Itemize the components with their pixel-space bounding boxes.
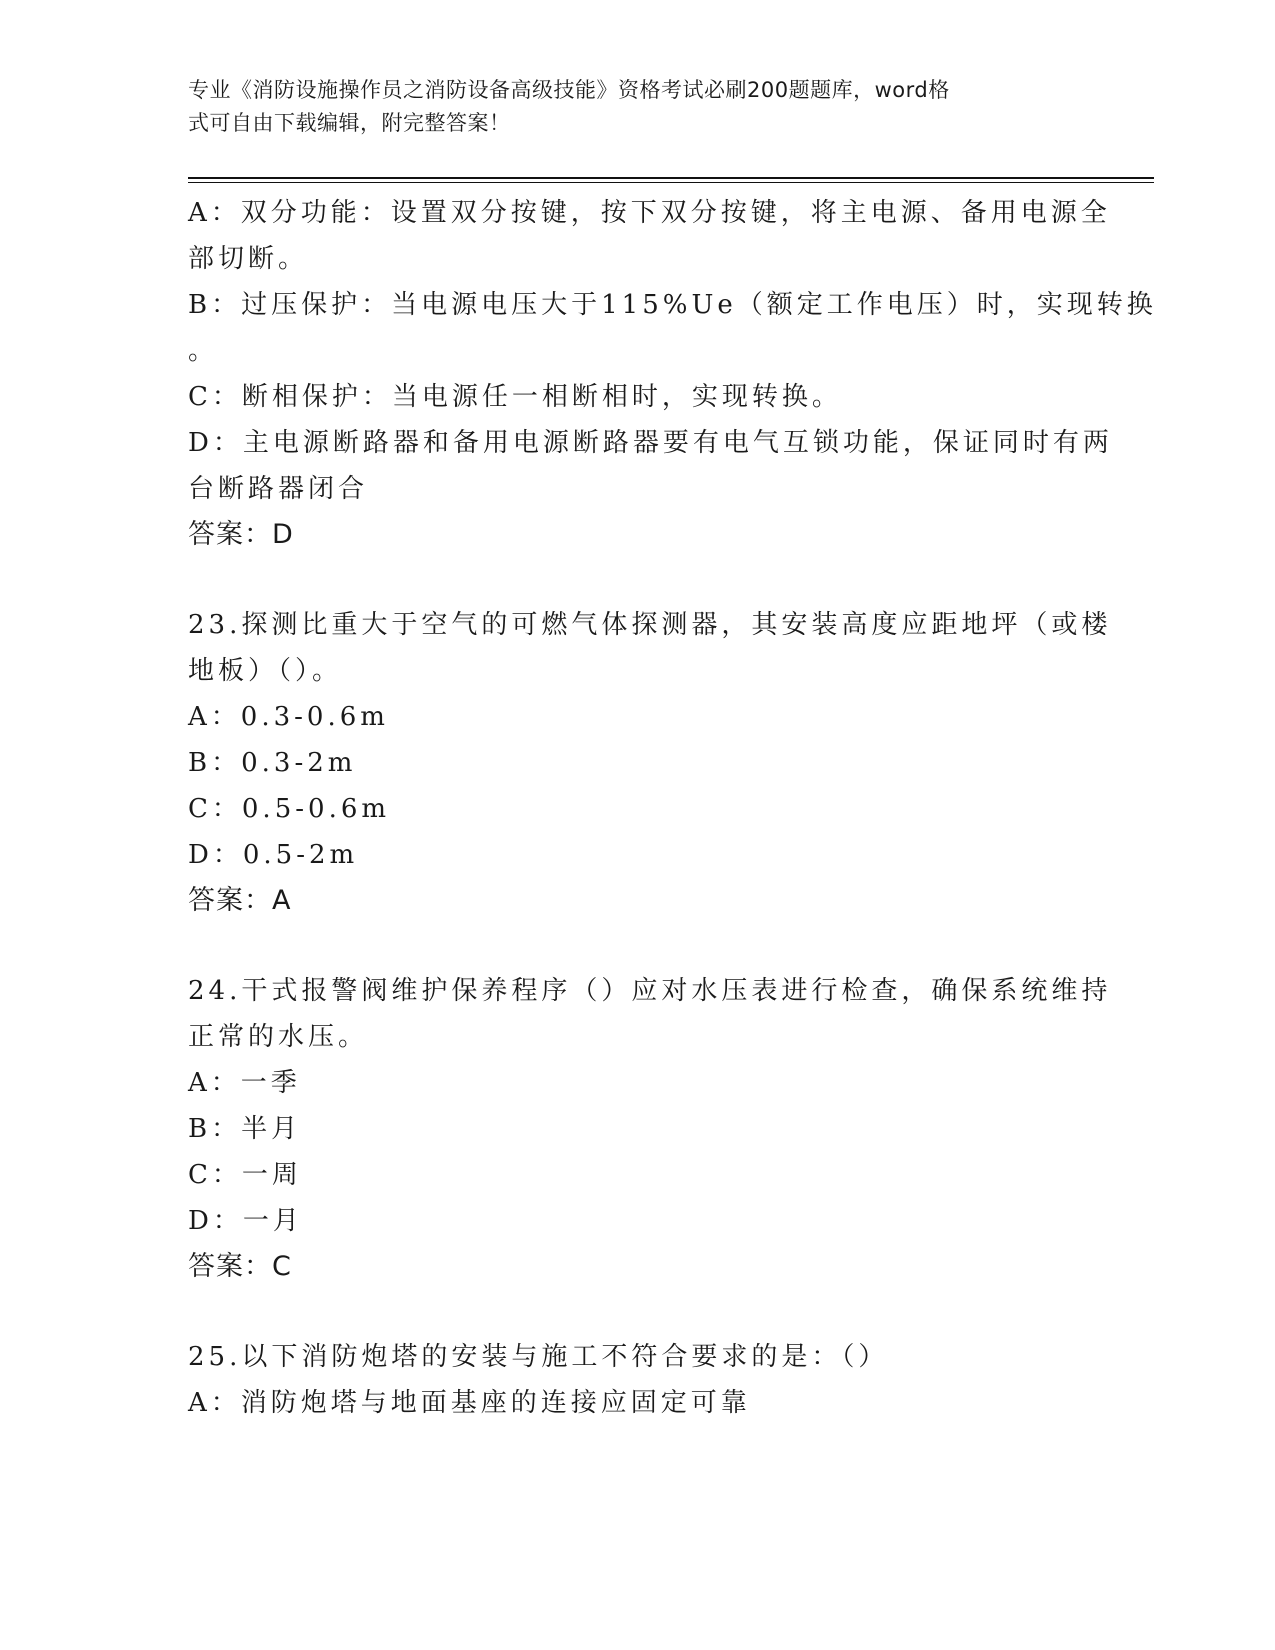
question-list (188, 190, 1157, 1426)
option-c: C：0.5-0.6m (188, 794, 391, 824)
option-b: B：0.3-2m (188, 748, 357, 778)
option-c: C：一周 (188, 1160, 302, 1190)
question-stem: 25.以下消防炮塔的安装与施工不符合要求的是：（） (188, 1342, 889, 1372)
option-c: C：断相保护：当电源任一相断相时，实现转换。 (188, 382, 842, 412)
question-block-23 (188, 602, 1112, 924)
document-header (188, 74, 1088, 140)
option-d: D：一月 (188, 1206, 303, 1236)
option-b-line-1: B：过压保护：当电源电压大于115%Ue（额定工作电压）时，实现转换 (188, 290, 1157, 320)
question-stem-line-2: 地板）（）。 (188, 656, 343, 686)
option-a: A：一季 (188, 1068, 301, 1098)
question-block-24 (188, 968, 1112, 1290)
question-block-22 (188, 190, 1157, 558)
option-a-line-1: A：双分功能：设置双分按键，按下双分按键，将主电源、备用电源全 (188, 198, 1111, 228)
option-b: B：半月 (188, 1114, 302, 1144)
spacer (188, 558, 1088, 602)
option-a: A：消防炮塔与地面基座的连接应固定可靠 (188, 1388, 751, 1418)
spacer (188, 1290, 1088, 1334)
question-block-25 (188, 1334, 1088, 1426)
option-d-line-1: D：主电源断路器和备用电源断路器要有电气互锁功能，保证同时有两 (188, 428, 1113, 458)
header-line-1: 专业《消防设施操作员之消防设备高级技能》资格考试必刷200题题库，word格 (188, 78, 950, 102)
header-line-2: 式可自由下载编辑，附完整答案！ (188, 111, 511, 135)
answer-label: 答案：D (188, 519, 294, 550)
answer-label: 答案：A (188, 885, 292, 916)
option-a: A：0.3-0.6m (188, 702, 389, 732)
answer-label: 答案：C (188, 1251, 292, 1282)
option-b-line-2: 。 (188, 336, 219, 366)
option-d-line-2: 台断路器闭合 (188, 474, 369, 504)
question-stem-line-1: 23.探测比重大于空气的可燃气体探测器，其安装高度应距地坪（或楼 (188, 610, 1112, 640)
spacer (188, 924, 1088, 968)
question-stem-line-2: 正常的水压。 (188, 1022, 369, 1052)
option-d: D：0.5-2m (188, 840, 359, 870)
header-divider-thin (188, 182, 1154, 183)
option-a-line-2: 部切断。 (188, 244, 309, 274)
header-divider-thick (188, 177, 1154, 179)
question-stem-line-1: 24.干式报警阀维护保养程序（）应对水压表进行检查，确保系统维持 (188, 976, 1112, 1006)
